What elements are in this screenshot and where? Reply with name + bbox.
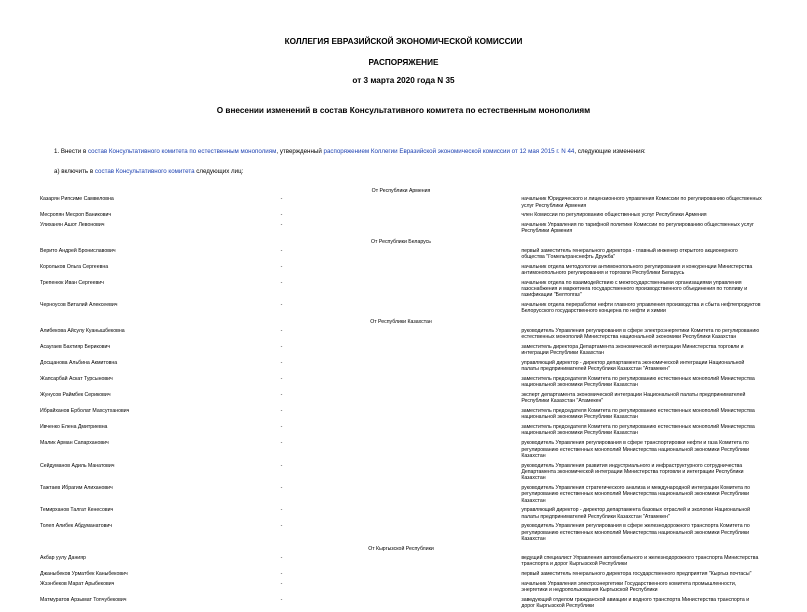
dash-separator: - — [280, 391, 283, 398]
dash-separator: - — [280, 196, 283, 203]
dash-separator: - — [280, 555, 283, 562]
member-name: Темирханов Талгат Кенесович — [40, 507, 114, 514]
table-row — [40, 522, 762, 544]
dash-separator: - — [280, 597, 283, 604]
member-position: заместитель председателя Комитета по регулированию естественных монополий Министерства национальной экономики Республики Казахстан — [521, 408, 755, 421]
member-position: управляющий директор - директор департамента экономической интеграции Национальной палаты предпринимателей Республики Казахстан "Атамекен" — [521, 359, 745, 373]
dash-separator: - — [280, 247, 283, 254]
member-position: начальник отдела переработки нефти главного управления производства и сбыта нефтепродуктов Белорусского государственного концерна по нефти и химии — [521, 302, 761, 315]
country-row — [40, 545, 762, 554]
paragraph-1-suffix: , следующие изменения: — [574, 148, 646, 155]
member-position: заведующий отделом гражданской авиации и водного транспорта Министерства транспорта и дорог Кыргызской Республики — [521, 597, 750, 610]
table-row — [40, 247, 762, 263]
member-position: руководитель Управления регулирования в сфере электроэнергетики Комитета по регулированию естественных монополий Министерства национальной экономики Республики Казахстан — [521, 327, 760, 340]
dash-separator: - — [280, 212, 283, 219]
member-name: Досщанова Альбина Акмитовна — [40, 359, 118, 366]
member-position: член Комиссии по регулированию общественных услуг Республики Армения — [521, 212, 707, 219]
table-row — [40, 462, 762, 484]
table-row — [40, 439, 762, 461]
dash-separator: - — [280, 571, 283, 578]
member-position: руководитель Управления развития индустриального и инфраструктурного сотрудничества Департамента экономической интеграции Министерства торговли и интеграции Республики Казахстан — [521, 462, 744, 482]
member-position: управляющий директор - директор департамента базовых отраслей и экологии Национальной палаты предпринимателей Республики Казахстан "Атамекен" — [521, 507, 751, 520]
table-row — [40, 327, 762, 343]
dash-separator: - — [280, 440, 283, 447]
paragraph-1-mid: , утвержденный — [276, 148, 324, 155]
table-row — [40, 279, 762, 301]
member-name: Сейдуманов Адиль Манатович — [40, 462, 115, 469]
member-position: начальник отдела методологии антимонопольного регулирования и конкуренции Министерства антимонопольного регулирования и торговли Республики Беларусь — [521, 263, 753, 276]
table-row — [40, 359, 762, 375]
member-name: Верито Андрей Брониславович — [40, 247, 116, 254]
member-name: Корольков Ольга Сергеевна — [40, 263, 109, 270]
paragraph-1-prefix: 1. Внести в — [54, 148, 88, 155]
dash-separator: - — [280, 484, 283, 491]
dash-separator: - — [280, 327, 283, 334]
table-row — [40, 423, 762, 439]
table-row — [40, 570, 762, 580]
member-name: Месропян Месроп Ваникович — [40, 212, 112, 219]
table-row — [40, 554, 762, 570]
member-position: заместитель председателя Комитета по регулированию естественных монополий Министерства национальной экономики Республики Казахстан — [521, 424, 755, 437]
dash-separator: - — [280, 359, 283, 366]
dash-separator: - — [280, 343, 283, 350]
table-row — [40, 596, 762, 612]
country-heading: От Республики Беларусь — [371, 238, 431, 245]
member-name: Ивченко Елена Дмитриевна — [40, 424, 108, 431]
member-position: заместитель председателя Комитета по регулированию естественных монополий Министерства национальной экономики Республики Казахстан — [521, 375, 755, 389]
dash-separator: - — [280, 507, 283, 514]
table-row — [40, 391, 762, 407]
member-position: эксперт департамента экономической интеграции Национальной палаты предпринимателей Республики Казахстан "Атамекен" — [521, 391, 746, 405]
member-position: начальник Управления электроэнергетики Государственного комитета промышленности, энергетики и недропользования Кыргызской Республики — [521, 581, 737, 594]
member-name: Казарян Рипсиме Самвеловна — [40, 196, 114, 203]
paragraph-1 — [54, 148, 646, 155]
committee-composition-link[interactable]: состав Консультативного комитета по естественным монополиям — [87, 148, 277, 155]
table-row — [40, 301, 762, 317]
board-order-link[interactable]: распоряжением Коллегии Евразийской экономической комиссии от 12 мая 2015 г. N 44 — [323, 148, 575, 155]
paragraph-2-suffix: следующих лиц: — [194, 168, 244, 175]
member-position: руководитель Управления регулирования в сфере транспортировки нефти и газа Комитета по регулированию естественных монополий Министерства национальной экономики Республики Казахстан — [521, 440, 750, 459]
table-row — [40, 221, 762, 237]
member-position: первый заместитель генерального директора - главный инженер открытого акционерного общества "Гомельтранснефть Дружба" — [521, 247, 738, 260]
member-name: Джаныбеков Урматбек Каныбекович — [40, 571, 128, 578]
member-position: начальник Управления по тарифной политике Комиссии по регулированию общественных услуг Республики Армения — [521, 222, 754, 235]
members-table — [40, 186, 762, 612]
member-position: первый заместитель генерального директора государственного предприятия "Кыргыз почтасы" — [521, 571, 752, 578]
member-name: Ибрайханов Ерболат Махсутханович — [40, 408, 130, 415]
country-row — [40, 186, 762, 195]
dash-separator: - — [280, 302, 283, 309]
member-name: Черноусов Виталий Алексеевич — [40, 302, 118, 309]
document-title: О внесении изменений в состав Консультативного комитета по естественным монополиям — [216, 106, 591, 115]
committee-link[interactable]: состав Консультативного комитета — [94, 168, 195, 175]
table-row — [40, 343, 762, 359]
country-row — [40, 237, 762, 246]
org-heading: КОЛЛЕГИЯ ЕВРАЗИЙСКОЙ ЭКОНОМИЧЕСКОЙ КОМИССИИ — [284, 37, 523, 46]
table-row — [40, 484, 762, 506]
member-name: Улиханян Ашот Левонович — [40, 222, 105, 229]
member-position: руководитель Управления регулирования в сфере железнодорожного транспорта Комитета по регулированию естественных монополий Министерства национальной экономики Республики Казахстан — [521, 523, 750, 543]
dash-separator: - — [280, 462, 283, 469]
dash-separator: - — [280, 263, 283, 270]
table-row — [40, 195, 762, 211]
table-row — [40, 211, 762, 221]
member-position: начальник Юридического и лицензионного управления Комиссии по регулированию общественных услуг Республики Армения — [521, 196, 762, 209]
country-heading: От Республики Казахстан — [370, 318, 432, 325]
dash-separator: - — [280, 523, 283, 530]
member-name: Жапсарбай Аскат Турсынович — [40, 375, 113, 382]
member-position: руководитель Управления стратегического анализа и международной интеграции Комитета по регулированию естественных монополий Министерства национальной экономики Республики Казахстан — [521, 484, 751, 504]
member-name: Асаугаев Бахтияр Берикович — [40, 343, 111, 350]
table-row — [40, 506, 762, 522]
member-name: Акбар уулу Данияр — [40, 555, 86, 562]
member-name: Трепенюк Иван Сергеевич — [40, 279, 104, 286]
member-name: Жээнбеков Марат Арыбекович — [40, 581, 115, 588]
table-row — [40, 263, 762, 279]
dash-separator: - — [280, 279, 283, 286]
doc-type-heading: РАСПОРЯЖЕНИЕ — [368, 58, 439, 67]
dash-separator: - — [280, 222, 283, 229]
country-row — [40, 317, 762, 326]
member-name: Жунусов Раймбек Серикович — [40, 391, 111, 398]
member-name: Матмуратов Арзымат Топчубекович — [40, 597, 127, 604]
dash-separator: - — [280, 424, 283, 431]
country-heading: От Республики Армения — [371, 187, 431, 194]
member-position: заместитель директора Департамента экономической интеграции Министерства торговли и интеграции Республики Казахстан — [521, 343, 744, 356]
table-row — [40, 580, 762, 596]
member-name: Малик Арман Сапарханович — [40, 440, 109, 447]
member-name: Алибекова Айсулу Куанышбековна — [40, 327, 125, 334]
dash-separator: - — [280, 408, 283, 415]
member-position: начальник отдела по взаимодействию с межгосударственными организациями управления газоснабжения и маркетинга государственного производственного объединения по топливу и газификации "Белтопгаз" — [521, 279, 748, 299]
table-row — [40, 407, 762, 423]
date-number-heading: от 3 марта 2020 года N 35 — [352, 76, 455, 85]
members-table-body — [40, 186, 762, 612]
member-name: Тажтаев Ибрагим Алиханович — [40, 484, 113, 491]
dash-separator: - — [280, 581, 283, 588]
dash-separator: - — [280, 375, 283, 382]
table-row — [40, 375, 762, 391]
member-position: ведущий специалист Управления автомобильного и железнодорожного транспорта Министерства транспорта и дорог Кыргызской Республики — [521, 555, 759, 568]
paragraph-2-prefix: а) включить в — [54, 168, 95, 175]
country-heading: От Кыргызской Республики — [368, 546, 434, 553]
paragraph-2 — [54, 168, 243, 175]
member-name: Толеп Алибек Абдуманатович — [40, 523, 112, 530]
